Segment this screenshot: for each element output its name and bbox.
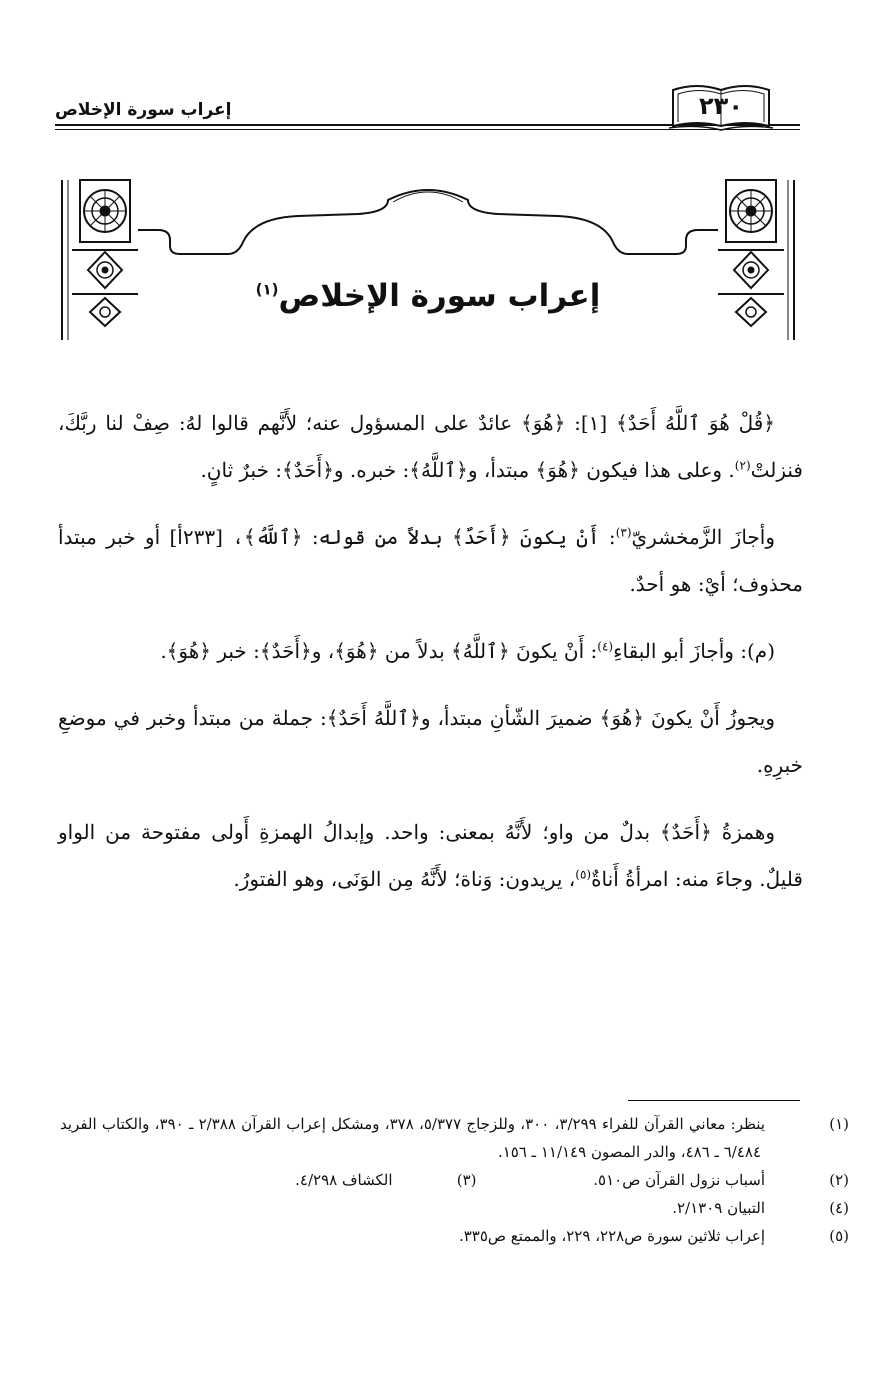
footnote-ref: (٥) <box>575 867 592 882</box>
page-number: ٢٣٠ <box>699 92 743 120</box>
chapter-title <box>58 278 798 314</box>
chapter-frame <box>58 170 798 350</box>
footnote-ref: (٣) <box>615 525 632 540</box>
paragraph: ويجوزُ أَنْ يكونَ ﴿هُوَ﴾ ضميرَ الشّأنِ مبتدأ، و﴿ٱللَّهُ أَحَدٌ﴾: جملة من مبتدأ وخبر في موضعِ خبرِهِ. <box>58 706 803 777</box>
footnote-5: (٥)إعراب ثلاثين سورة ص٢٢٨، ٢٢٩، والممتع ص٣٣٥. <box>60 1222 805 1250</box>
footnote-number: (٤) <box>829 1199 849 1217</box>
footnote-number: (٥) <box>829 1227 849 1245</box>
footnote-4: (٤)التبيان ٢/١٣٠٩. <box>60 1194 805 1222</box>
ornamental-frame <box>58 170 798 350</box>
paragraph: وهمزةُ ﴿أَحَدٌ﴾ بدلٌ من واو؛ لأَنَّهُ بمعنى: واحد. وإبدالُ الهمزةِ أَولى مفتوحة من الواو قليلٌ. وجاءَ منه: امرأةُ أَناةٌ$^{(٥)}$، يريدون: وَناة؛ لأَنَّهُ مِن الوَنَى، وهو الفتورُ. <box>58 820 803 891</box>
footnote-ref: (٤) <box>597 639 614 654</box>
paragraph: وأجازَ الزَّمخشريّ$^{(٣)}$: أَنْ يكونَ ﴿أَحَدٌ﴾ بدلاً من قوله: ﴿ٱللَّهُ﴾، [٢٣٣أ] أو خبر مبتدأ محذوف؛ أيْ: هو أحدٌ. <box>58 525 803 596</box>
footnote-number: (٣) <box>456 1171 477 1189</box>
body-text <box>58 400 803 923</box>
footnote-1: (١)ينظر: معاني القرآن للفراء ٣/٢٩٩، ٣٠٠، وللزجاج ٥/٣٧٧، ٣٧٨، ومشكل إعراب القرآن ٢/٣٨٨ ـ ٣٩٠، والكتاب الفريد ٦/٤٨٤ ـ ٤٨٦، والدر المصون ١١/١٤٩ ـ ١٥٦. <box>60 1110 805 1166</box>
running-header <box>55 80 800 130</box>
running-title: إعراب سورة الإخلاص <box>55 100 232 120</box>
paragraph: (م): وأجازَ أبو البقاءِ$^{(٤)}$: أَنْ يكونَ ﴿ٱللَّهُ﴾ بدلاً من ﴿هُوَ﴾، و﴿أَحَدٌ﴾: خبر ﴿هُوَ﴾. <box>160 639 775 663</box>
footnote-number: (٢) <box>829 1171 849 1189</box>
chapter-title-text: إعراب سورة الإخلاص <box>278 278 601 314</box>
paragraph: ﴿قُلْ هُوَ ٱللَّهُ أَحَدٌ﴾ [١]: ﴿هُوَ﴾ عائدٌ على المسؤول عنه؛ لأَنَّهم قالوا لهُ: صِفْ لنا ربَّكَ، فنزلتْ$^{(٢)}$. وعلى هذا فيكون ﴿هُوَ﴾ مبتدأ، و﴿ٱللَّهُ﴾: خبره. و﴿أَحَدٌ﴾: خبرٌ ثانٍ. <box>58 411 803 482</box>
footnote-3: (٣)الكشاف ٤/٢٩٨. <box>60 1166 433 1194</box>
footnote-number: (١) <box>829 1115 850 1133</box>
footnote-ref: (٢) <box>734 458 751 473</box>
footnote-row <box>60 1166 849 1194</box>
footnote-rule <box>628 1100 800 1101</box>
footnotes <box>60 1110 850 1250</box>
footnote-2: (٢)أسباب نزول القرآن ص٥١٠. <box>433 1166 806 1194</box>
footnote-ref: (١) <box>255 280 279 299</box>
page-number-badge <box>667 80 775 132</box>
